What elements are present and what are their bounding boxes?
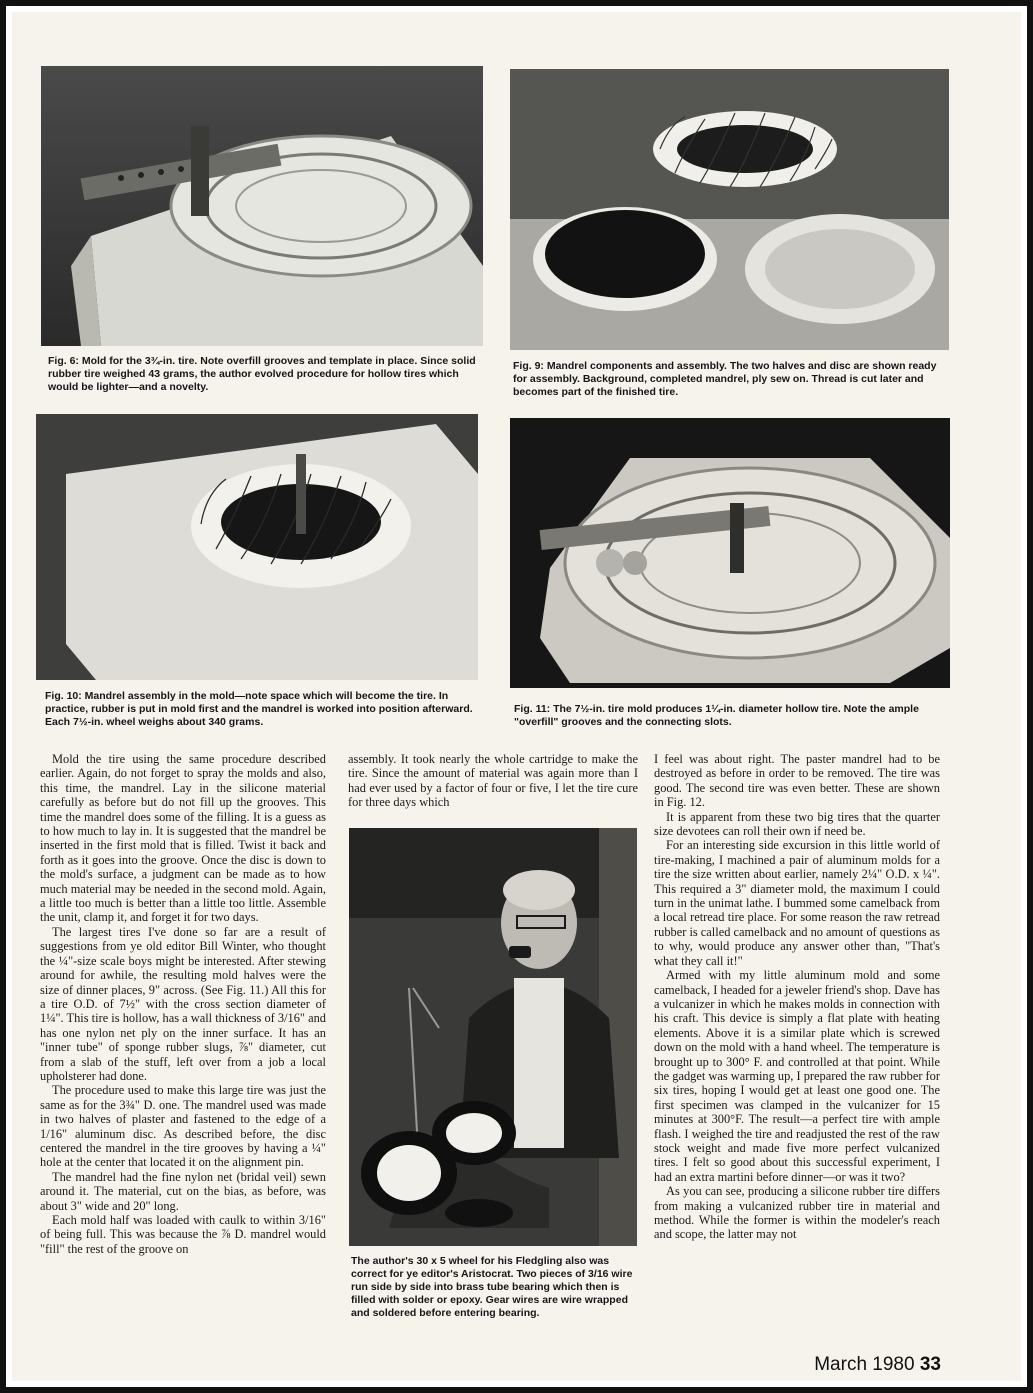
paragraph: I feel was about right. The paster mandrel had to be destroyed as before in order to be removed. The tire was good. The second tire was even better. These are shown in Fig. 12. <box>654 752 940 810</box>
column-3 <box>654 752 940 1242</box>
column-1 <box>40 752 326 1256</box>
fig6-caption: Fig. 6: Mold for the 3¾-in. tire. Note overfill grooves and template in place. Since solid rubber tire weighed 43 grams, the author evolved procedure for hollow tires which would be lighter—and a novelty. <box>48 355 476 393</box>
fig9-caption: Fig. 9: Mandrel components and assembly. The two halves and disc are shown ready for assembly. Background, completed mandrel, ply sew on. Thread is cut later and becomes part of the finished tire. <box>513 360 937 398</box>
page-number: 33 <box>919 1354 941 1375</box>
author-photo <box>349 828 637 1246</box>
paragraph: The largest tires I've done so far are a result of suggestions from ye old editor Bill Winter, who thought the ¼"-size scale boys might be interested. After stewing around for awhile, the resulting mold halves were the size of dinner places, 9" across. (See Fig. 11.) All this for a tire O.D. of 7½" with the cross section diameter of 1¼". This tire is hollow, has a wall thickness of 3/16" and has one nylon net ply on the inner surface. It has an "inner tube" of sponge rubber slugs, ⅞" diameter, cut from a slab of the stuff, left over from a job a local upholsterer had done. <box>40 924 326 1083</box>
paragraph: Each mold half was loaded with caulk to within 3/16" of being full. This was because the ⅞ D. mandrel would "fill" the rest of the groove on <box>40 1213 326 1256</box>
fig10-photo <box>36 414 478 680</box>
issue-date: March 1980 <box>814 1354 915 1375</box>
paragraph: Armed with my little aluminum mold and some camelback, I headed for a jeweler friend's shop. Dave has a vulcanizer in which he makes molds in connection with his craft. This device is simply a flat plate with heating elements. Above it is a similar plate which is screwed down on the mold with a hand wheel. The temperature is brought up to 300° F. and controlled at that point. While the gadget was warming up, I prepared the raw rubber for six tires, hoping I would get at least one good one. The first specimen was clamped in the vulcanizer for 15 minutes at 300°F. The result—a perfect tire with ample flash. I weighed the tire and readjusted the rest of the raw stock weight and made five more perfect vulcanized tires. I felt so good about this successful experiment, I had an extra martini before dinner—or was it two? <box>654 968 940 1184</box>
paragraph: The mandrel had the fine nylon net (bridal veil) sewn around it. The material, cut on the bias, as before, was about 3" wide and 20" long. <box>40 1169 326 1213</box>
paragraph: assembly. It took nearly the whole cartridge to make the tire. Since the amount of material was again more than I had ever used by a factor of four or five, I let the tire cure for three days which <box>348 752 638 810</box>
fig11-photo <box>510 418 950 688</box>
fig9-photo <box>510 69 949 350</box>
column-2 <box>348 752 638 810</box>
fig6-photo <box>41 66 483 346</box>
paragraph: It is apparent from these two big tires that the quarter size devotees can roll their own if need be. <box>654 809 940 839</box>
paragraph: Mold the tire using the same procedure described earlier. Again, do not forget to spray the molds and also, this time, the mandrel. Lay in the silicone material carefully as before but do not fill up the grooves. This time the mandrel does some of the filling. It is a guess as to how much to lay in. It is suggested that the mandrel be inserted in the first mold that is filled. Twist it back and forth as it goes into the groove. Once the disc is down to the mold's surface, a judgment can be made as to how much material may be needed in the second mold. Again, a little too much is better than a little too little. Assemble the unit, clamp it, and forget it for two days. <box>40 752 326 925</box>
paragraph: As you can see, producing a silicone rubber tire differs from making a vulcanized rubber tire in material and method. While the former is within the modeler's reach and scope, the latter may not <box>654 1184 940 1242</box>
page-folio <box>814 1354 941 1376</box>
paragraph: For an interesting side excursion in this little world of tire-making, I machined a pair of aluminum molds for a tire the size written about earlier, namely 2¼" O.D. x ¼". This required a 3" diameter mold, the maximum I could turn in the unimat lathe. I bummed some camelback from a local retread tire place. For some reason the raw retread rubber is called camelback and no amount of questions as to why, would produce any answer other than, "That's what they call it!" <box>654 838 940 968</box>
fig11-caption: Fig. 11: The 7½-in. tire mold produces 1¼-in. diameter hollow tire. Note the ample "overfill" grooves and the connecting slots. <box>514 703 919 728</box>
paragraph: The procedure used to make this large tire was just the same as for the 3¾" D. one. The mandrel used was made in two halves of plaster and fastened to the edge of a 1/16" aluminum disc. As described before, the disc centered the mandrel in the tire grooves by having a ¼" hole at the center that located it on the alignment pin. <box>40 1083 326 1170</box>
author-photo-caption: The author's 30 x 5 wheel for his Fledgling also was correct for ye editor's Aristocrat. Two pieces of 3/16 wire run side by side into brass tube bearing which then is filled with solder or epoxy. Gear wires are wire wrapped and soldered before entering bearing. <box>351 1255 633 1319</box>
fig10-caption: Fig. 10: Mandrel assembly in the mold—note space which will become the tire. In practice, rubber is put in mold first and the mandrel is worked into position afterward. Each 7½-in. wheel weighs about 340 grams. <box>45 690 473 728</box>
